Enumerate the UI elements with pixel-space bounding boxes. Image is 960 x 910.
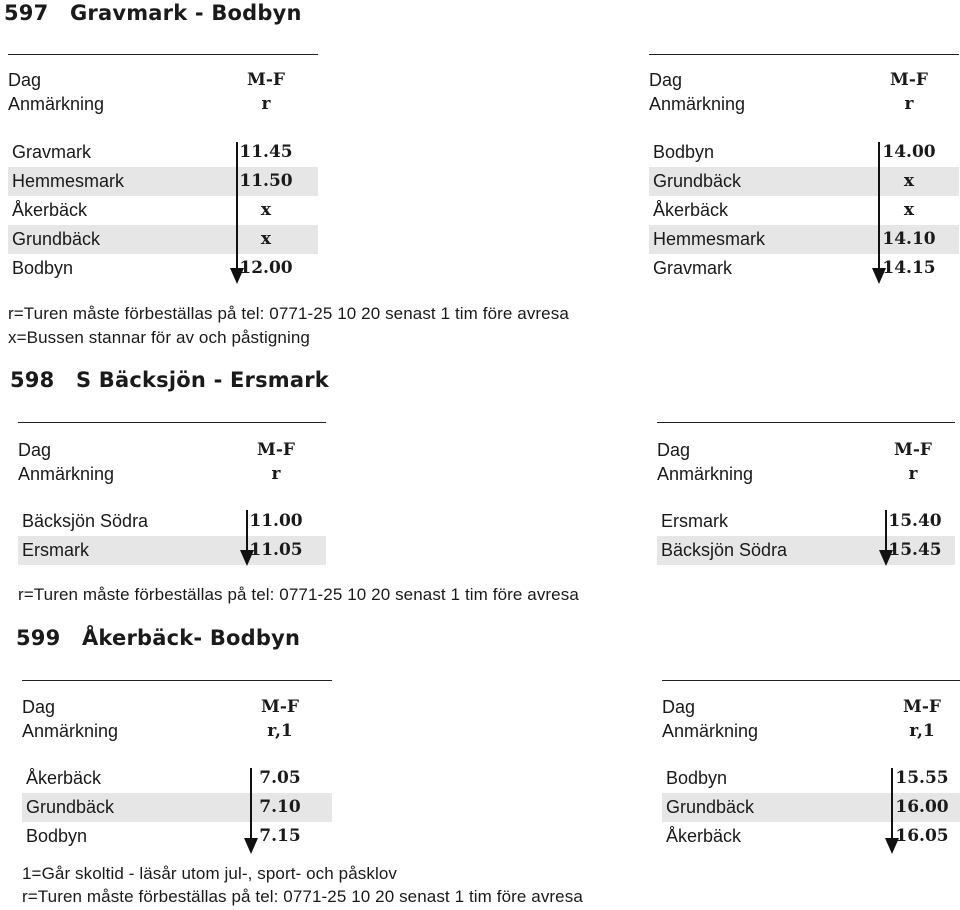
remark-label: Anmärkning [649,94,746,114]
remark-row [657,462,955,486]
remark-value: r,1 [909,721,935,741]
footnote: r=Turen måste förbeställas på tel: 0771-25 10 20 senast 1 tim före avresa [8,304,569,323]
route-title [4,1,302,25]
departure-time: x [260,229,272,249]
stop-rows [657,507,955,565]
table-row [8,138,318,167]
departure-time: 14.15 [882,258,936,278]
day-row [18,438,326,462]
table-row [22,764,332,793]
departure-time: 7.10 [259,797,301,817]
footnote: r=Turen måste förbeställas på tel: 0771-25 10 20 senast 1 tim före avresa [18,585,579,604]
remark-row [18,462,326,486]
day-label: Dag [649,70,683,90]
remark-row [22,719,332,743]
remark-label: Anmärkning [657,464,754,484]
remark-row [649,92,959,116]
departure-time: 11.45 [239,142,293,162]
table-row [8,254,318,283]
table-row [662,793,960,822]
route-name: S Bäcksjön - Ersmark [75,368,329,392]
remark-value: r,1 [267,721,293,741]
remark-value: r [271,464,281,484]
direction-arrow-icon [244,768,258,854]
stop-name: Bodbyn [653,142,715,162]
route-number: 598 [10,368,55,392]
table-top-rule [22,680,332,681]
stop-name: Åkerbäck [12,200,88,220]
direction-arrow-icon [879,510,893,566]
stop-rows [662,764,960,851]
departure-time: 16.05 [895,826,949,846]
departure-time: 11.50 [239,171,293,191]
route-name: Åkerbäck- Bodbyn [81,626,301,650]
departure-time: 15.55 [895,768,949,788]
timetable-outbound [8,54,318,286]
table-top-rule [8,54,318,55]
stop-name: Hemmesmark [12,171,125,191]
route-title [10,368,329,392]
direction-arrow-icon [885,768,899,854]
footnote: x=Bussen stannar för av och påstigning [8,328,310,347]
day-label: Dag [18,440,52,460]
table-row [649,167,959,196]
departure-time: 14.00 [882,142,936,162]
route-title [16,626,300,650]
stop-name: Åkerbäck [653,200,729,220]
day-value: M-F [894,440,932,460]
remark-value: r [904,94,914,114]
stop-name: Grundbäck [12,229,101,249]
stop-name: Gravmark [12,142,92,162]
footnote: 1=Går skoltid - läsår utom jul-, sport- och påsklov [22,864,397,883]
table-row [8,225,318,254]
table-row [649,138,959,167]
departure-time: 16.00 [895,797,949,817]
route-number: 599 [16,626,61,650]
direction-arrow-icon [230,142,244,284]
remark-row [662,719,960,743]
table-row [18,536,326,565]
departure-time: 7.15 [259,826,301,846]
stop-name: Grundbäck [666,797,755,817]
departure-time: 7.05 [259,768,301,788]
departure-time: 14.10 [882,229,936,249]
day-label: Dag [8,70,42,90]
footnote: r=Turen måste förbeställas på tel: 0771-25 10 20 senast 1 tim före avresa [22,887,583,906]
remark-row [8,92,318,116]
timetable-return [662,680,960,856]
departure-time: x [903,171,915,191]
timetable-outbound [22,680,332,856]
departure-time: 12.00 [239,258,293,278]
route-name: Gravmark - Bodbyn [69,1,302,25]
stop-rows [8,138,318,283]
day-value: M-F [247,70,285,90]
departure-time: x [260,200,272,220]
stop-name: Ersmark [22,540,89,560]
table-row [649,225,959,254]
stop-name: Bodbyn [12,258,74,278]
timetable-return [657,422,955,568]
table-row [22,822,332,851]
day-row [8,68,318,92]
remark-value: r [908,464,918,484]
remark-label: Anmärkning [18,464,115,484]
direction-arrow-icon [872,142,886,284]
day-row [22,695,332,719]
table-row [8,167,318,196]
day-label: Dag [22,697,56,717]
stop-rows [18,507,326,565]
stop-name: Åkerbäck [666,826,742,846]
stop-name: Hemmesmark [653,229,766,249]
stop-name: Bodbyn [666,768,728,788]
stop-name: Bäcksjön Södra [661,540,788,560]
stop-name: Grundbäck [26,797,115,817]
table-row [8,196,318,225]
table-top-rule [649,54,959,55]
table-row [662,764,960,793]
departure-time: x [903,200,915,220]
remark-value: r [261,94,271,114]
table-row [22,793,332,822]
departure-time: 11.00 [249,511,303,531]
departure-time: 15.45 [888,540,942,560]
day-row [649,68,959,92]
day-value: M-F [890,70,928,90]
day-row [657,438,955,462]
table-top-rule [657,422,955,423]
day-row [662,695,960,719]
timetable-outbound [18,422,326,568]
day-value: M-F [903,697,941,717]
direction-arrow-icon [240,510,254,566]
stop-name: Bäcksjön Södra [22,511,149,531]
table-top-rule [662,680,960,681]
stop-name: Bodbyn [26,826,88,846]
table-row [662,822,960,851]
stop-rows [22,764,332,851]
remark-label: Anmärkning [662,721,759,741]
departure-time: 15.40 [888,511,942,531]
stop-name: Åkerbäck [26,768,102,788]
table-row [18,507,326,536]
departure-time: 11.05 [249,540,303,560]
remark-label: Anmärkning [22,721,119,741]
day-label: Dag [657,440,691,460]
day-value: M-F [257,440,295,460]
table-row [657,536,955,565]
day-label: Dag [662,697,696,717]
table-row [649,196,959,225]
table-row [649,254,959,283]
remark-label: Anmärkning [8,94,105,114]
stop-name: Grundbäck [653,171,742,191]
stop-name: Ersmark [661,511,728,531]
day-value: M-F [261,697,299,717]
timetable-return [649,54,959,286]
table-top-rule [18,422,326,423]
route-number: 597 [4,1,49,25]
table-row [657,507,955,536]
stop-rows [649,138,959,283]
stop-name: Gravmark [653,258,733,278]
